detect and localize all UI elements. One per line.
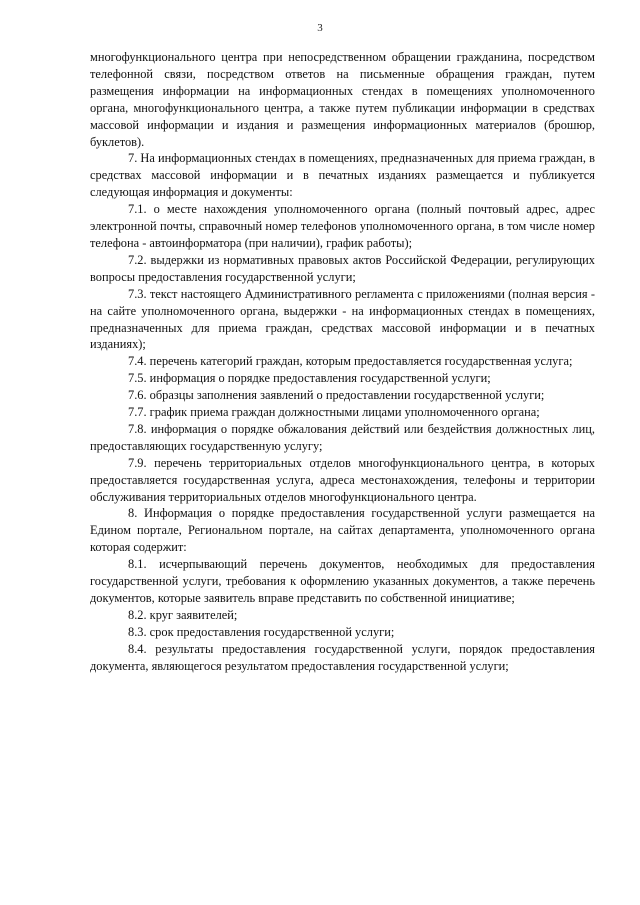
paragraph-intro: многофункционального центра при непосредственном обращении гражданина, посредством телефонной связи, посредством ответов на письменные обращения граждан, путем размещения информации на информационных стендах в помещениях уполномоченного органа, многофункционального центра, а также путем публикации информации в средствах массовой информации и издания и размещения информационных материалов (брошюр, буклетов).	[90, 50, 595, 149]
paragraph-7-9: 7.9. перечень территориальных отделов многофункционального центра, в которых предоставляется государственная услуга, адреса местонахождения, телефоны и территории обслуживания территориальных отделов многофункционального центра.	[90, 455, 595, 504]
paragraph-8-4: 8.4. результаты предоставления государственной услуги, порядок предоставления документа, являющегося результатом предоставления государственной услуги;	[90, 641, 595, 673]
paragraph-8-3: 8.3. срок предоставления государственной услуги;	[128, 624, 395, 639]
paragraph-7-8: 7.8. информация о порядке обжалования действий или бездействия должностных лиц, предоставляющих государственную услугу;	[90, 421, 595, 453]
paragraph-7-4: 7.4. перечень категорий граждан, которым предоставляется государственная услуга;	[128, 354, 573, 369]
page-number: 3	[317, 22, 323, 34]
paragraph-7: 7. На информационных стендах в помещениях, предназначенных для приема граждан, в средствах массовой информации и в печатных изданиях размещается и публикуется следующая информация и документы:	[90, 151, 595, 200]
paragraph-7-6: 7.6. образцы заполнения заявлений о предоставлении государственной услуги;	[128, 388, 545, 403]
paragraph-7-2: 7.2. выдержки из нормативных правовых актов Российской Федерации, регулирующих вопросы предоставления государственной услуги;	[90, 252, 595, 284]
paragraph-7-5: 7.5. информация о порядке предоставления государственной услуги;	[128, 371, 491, 386]
paragraph-8: 8. Информация о порядке предоставления государственной услуги размещается на Едином портале, Региональном портале, на сайтах департамента, уполномоченного органа которая содержит:	[90, 506, 595, 555]
paragraph-7-7: 7.7. график приема граждан должностными лицами уполномоченного органа;	[128, 405, 540, 420]
document-body	[90, 49, 595, 675]
paragraph-7-1: 7.1. о месте нахождения уполномоченного органа (полный почтовый адрес, адрес электронной почты, справочный номер телефонов уполномоченного органа, в том числе номер телефона - автоинформатора (при наличии), график работы);	[90, 202, 595, 250]
paragraph-8-2: 8.2. круг заявителей;	[128, 607, 238, 622]
paragraph-7-3: 7.3. текст настоящего Административного регламента с приложениями (полная версия - на сайте уполномоченного органа, выдержки - на информационных стендах в помещениях, предназначенных для приема граждан, средствах массовой информации и в печатных изданиях);	[90, 286, 595, 352]
paragraph-8-1: 8.1. исчерпывающий перечень документов, необходимых для предоставления государственной услуги, требования к оформлению указанных документов, а также перечень документов, которые заявитель вправе представить по собственной инициативе;	[90, 557, 595, 605]
